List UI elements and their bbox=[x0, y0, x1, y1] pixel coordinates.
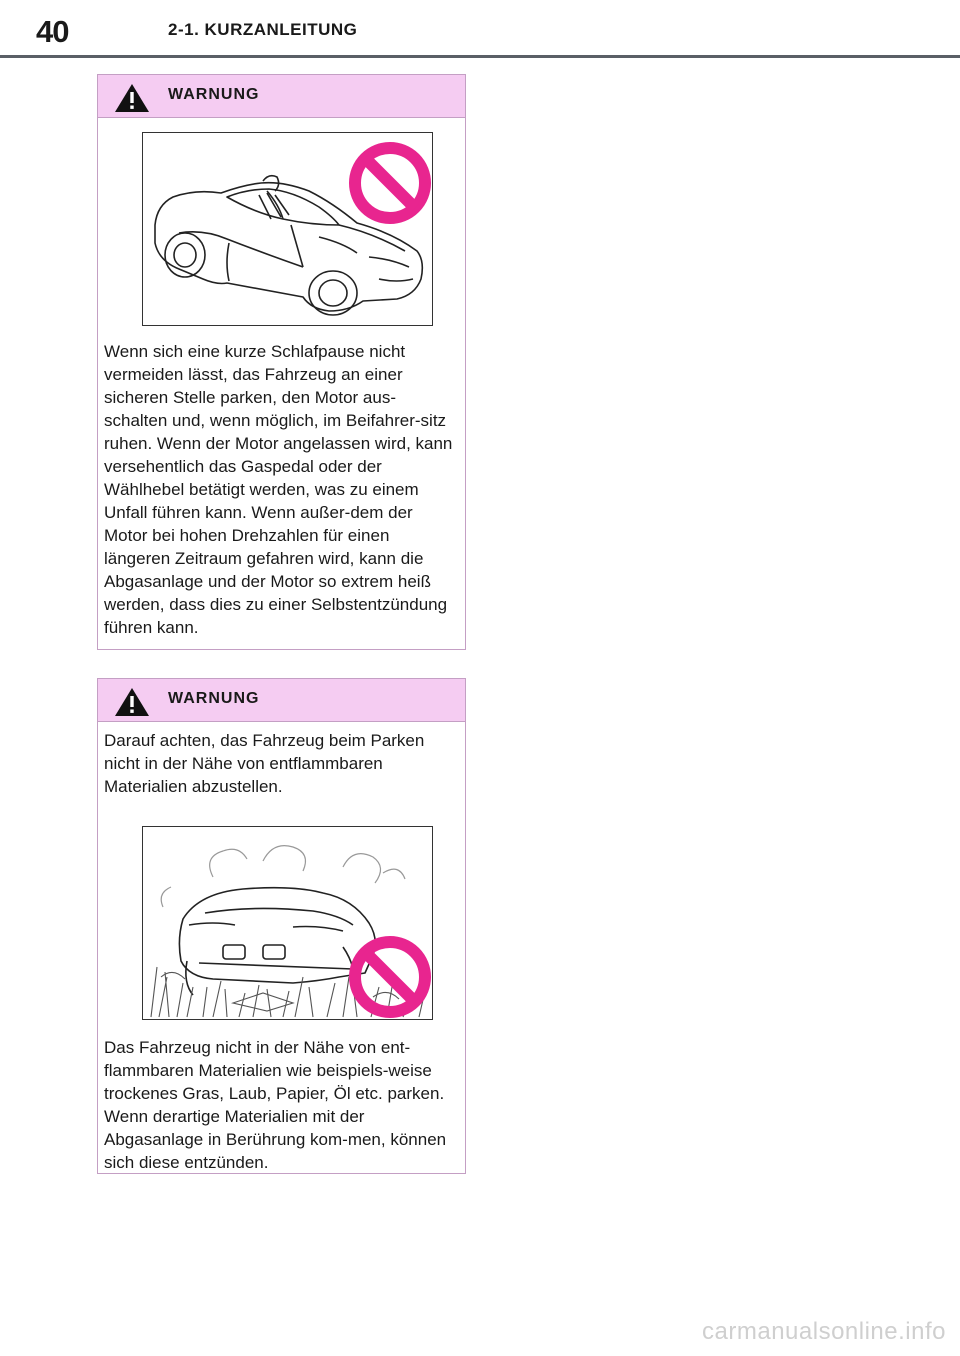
warning-header bbox=[98, 679, 465, 722]
prohibition-icon bbox=[355, 148, 425, 218]
warning-text: Das Fahrzeug nicht in der Nähe von ent-flammbaren Materialien wie beispiels-weise trockenes Gras, Laub, Papier, Öl etc. parken. Wenn derartige Materialien mit der Abgasanlage in Berührung kom-men, können sich diese entzünden. bbox=[104, 1038, 447, 1172]
warning-intro: Darauf achten, das Fahrzeug beim Parken nicht in der Nähe von entflammbaren Materialien abzustellen. bbox=[104, 731, 425, 796]
warning-box-sleep bbox=[97, 74, 466, 650]
warning-text: Wenn sich eine kurze Schlafpause nicht vermeiden lässt, das Fahrzeug an einer sicheren Stelle parken, den Motor aus-schalten und, wenn möglich, im Beifahrer-sitz ruhen. Wenn der Motor angelassen wird, kann versehentlich das Gaspedal oder der Wählhebel betätigt werden, was zu einem Unfall führen kann. Wenn außer-dem der Motor bei hohen Drehzahlen für einen längeren Zeitraum gefahren wird, kann die Abgasanlage und der Motor so extrem heiß werden, dass dies zu einer Selbstentzündung führen kann. bbox=[104, 342, 453, 637]
warning-triangle-icon bbox=[114, 83, 150, 113]
car-rear-grass-illustration bbox=[143, 827, 433, 1020]
figure-parking-grass bbox=[142, 826, 433, 1020]
car-illustration bbox=[143, 133, 433, 326]
watermark: carmanualsonline.info bbox=[702, 1318, 946, 1345]
warning-header bbox=[98, 75, 465, 118]
header-divider bbox=[0, 55, 960, 58]
warning-triangle-icon bbox=[114, 687, 150, 717]
warning-label: WARNUNG bbox=[168, 86, 260, 103]
page-header bbox=[0, 0, 960, 62]
section-title: 2-1. KURZANLEITUNG bbox=[168, 20, 358, 39]
warning-box-flammable bbox=[97, 678, 466, 1174]
warning-label: WARNUNG bbox=[168, 690, 260, 707]
figure-sleeping-in-car bbox=[142, 132, 433, 326]
page-number: 40 bbox=[36, 14, 69, 49]
